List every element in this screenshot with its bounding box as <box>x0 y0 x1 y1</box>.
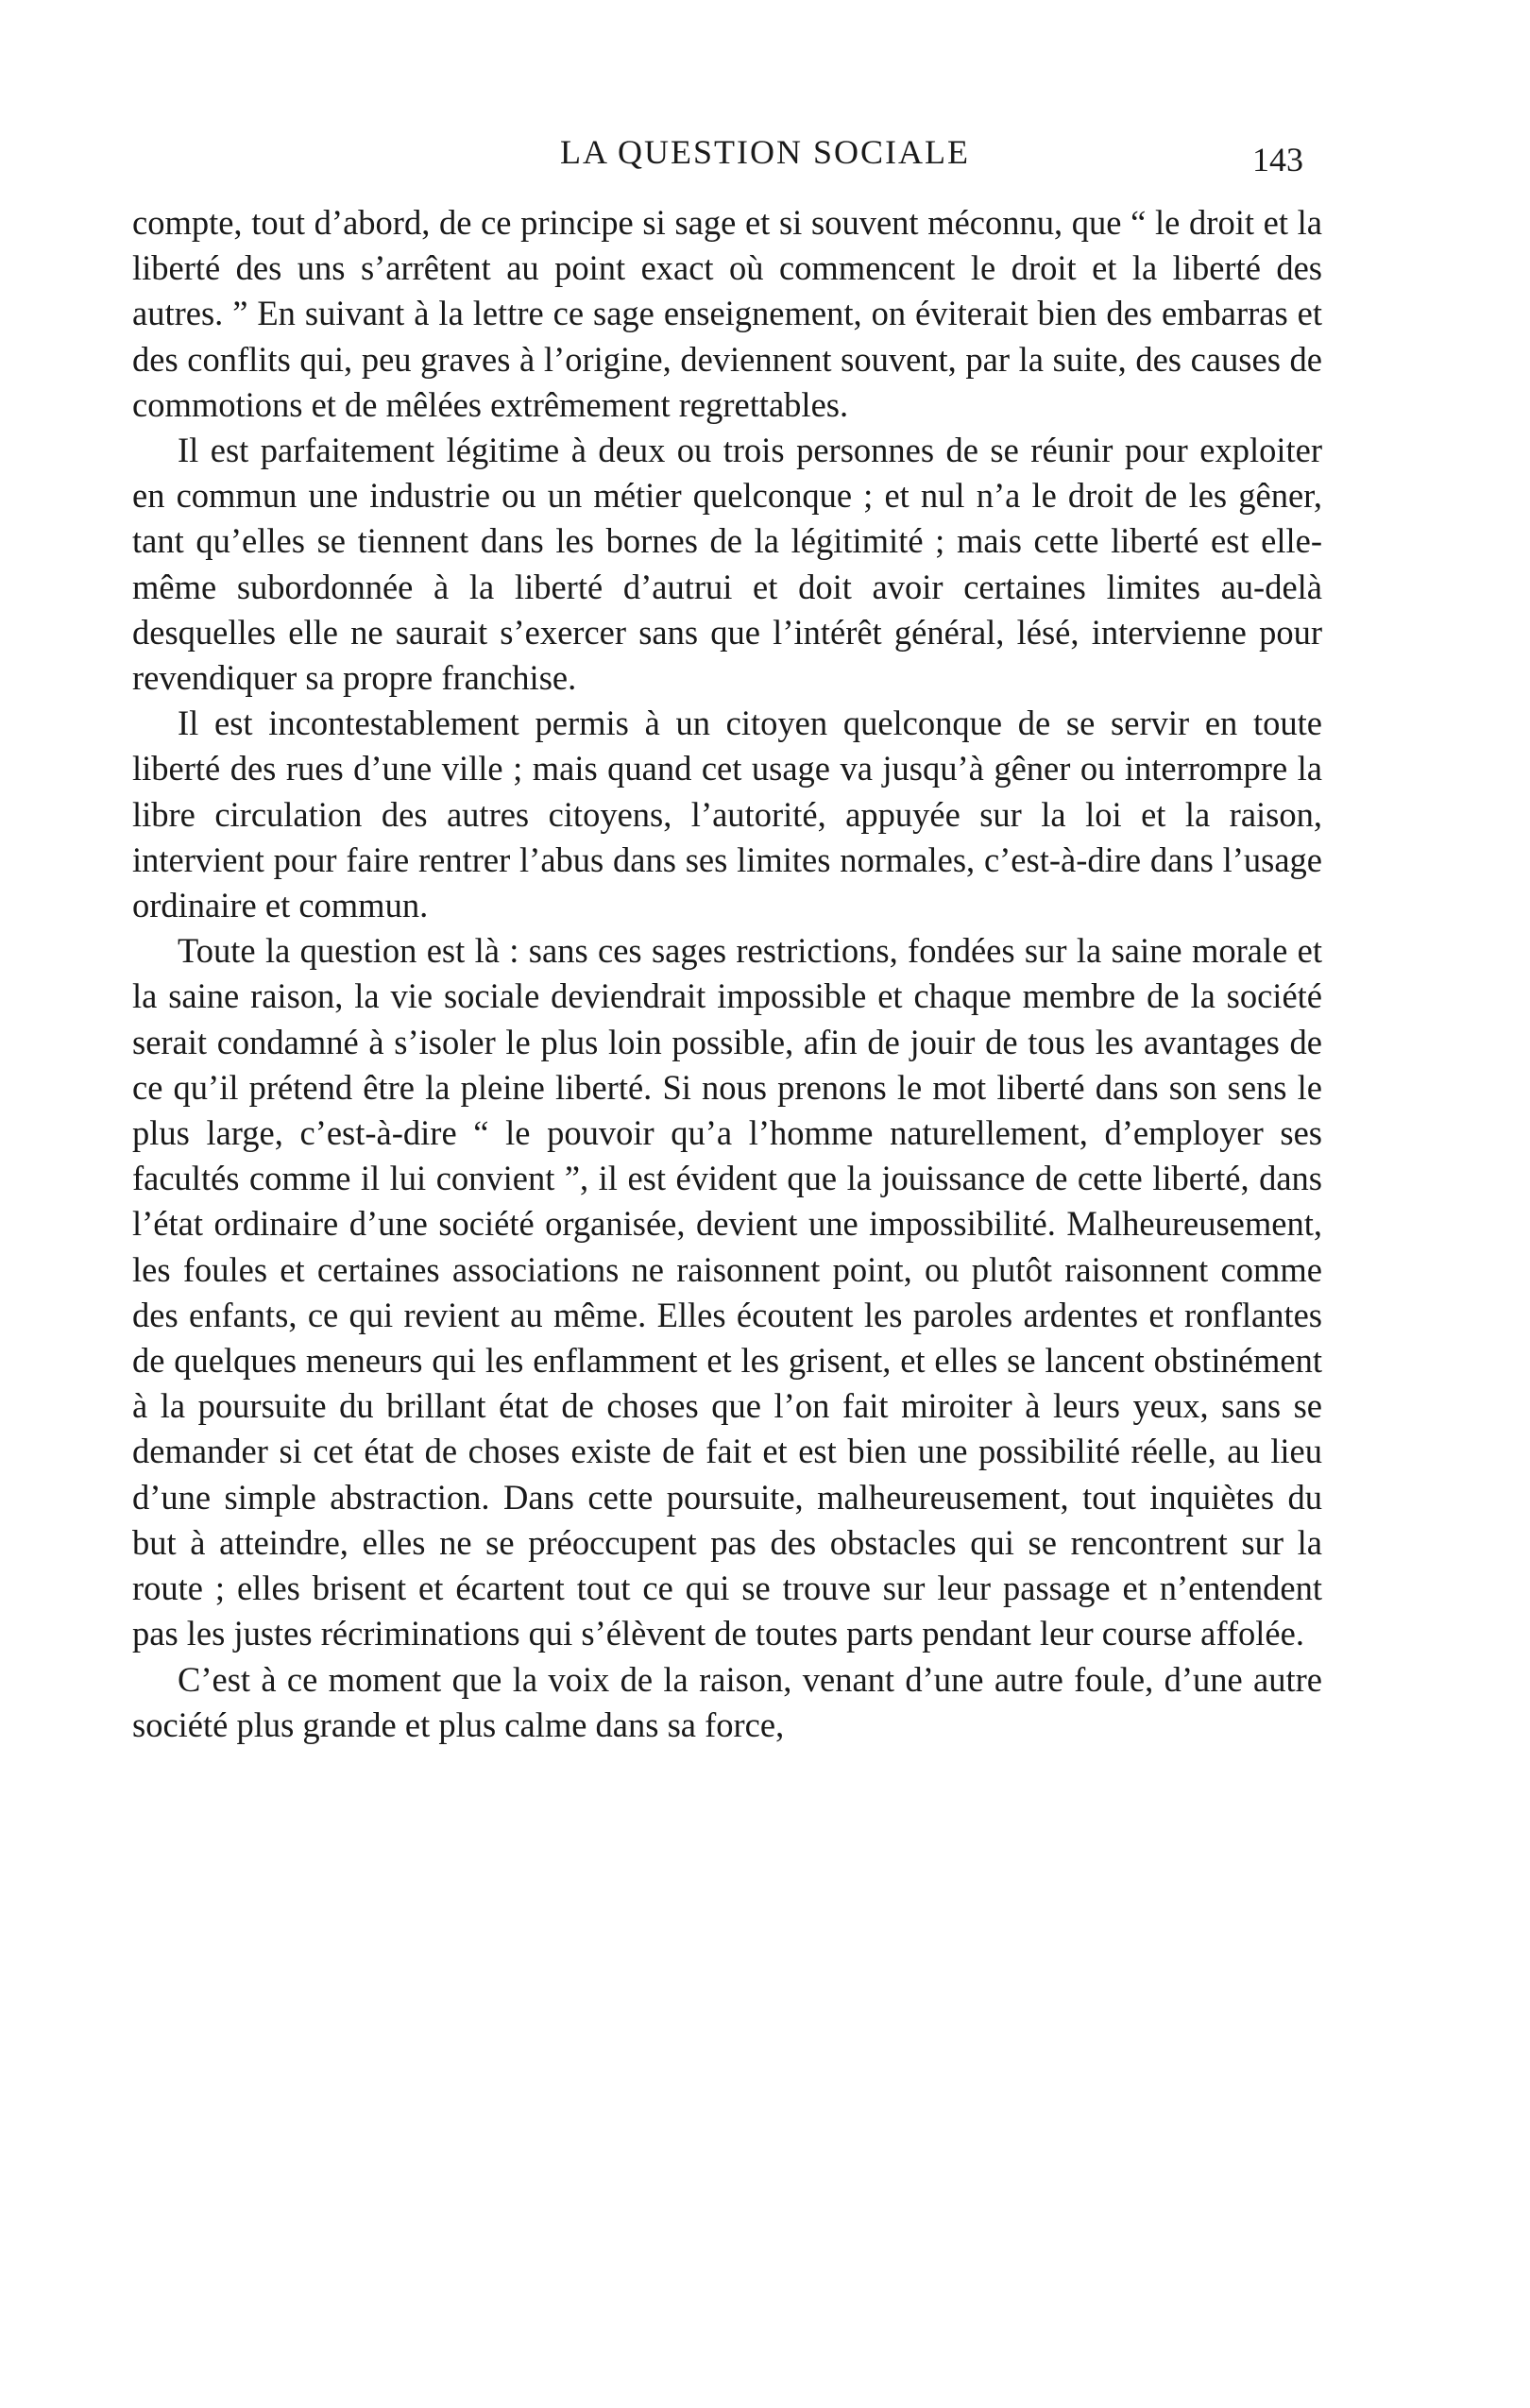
paragraph: Il est incontestablement permis à un citoyen quelconque de se servir en toute liberté des rues d’une ville ; mais quand cet usage va jusqu’à gêner ou interrompre la libre circulation des autres citoyens, l’autorité, appuyée sur la loi et la raison, intervient pour faire rentrer l’abus dans ses limites normales, c’est-à-dire dans l’usage ordinaire et commun. <box>132 704 1322 925</box>
paragraph: C’est à ce moment que la voix de la raison, venant d’une autre foule, d’une autre société plus grande et plus calme dans sa force, <box>132 1659 1322 1744</box>
page-number: 143 <box>1252 141 1303 178</box>
paragraph: Il est parfaitement légitime à deux ou trois personnes de se réunir pour exploiter en commun une industrie ou un métier quelconque ; et nul n’a le droit de les gêner, tant qu’elles se tiennent dans les bornes de la légitimité ; mais cette liberté est elle-même subordonnée à la liberté d’autrui et doit avoir certaines limites au-delà desquelles elle ne saurait s’exercer sans que l’intérêt général, lésé, intervienne pour revendiquer sa propre franchise. <box>132 431 1322 698</box>
paragraph: Toute la question est là : sans ces sages restrictions, fondées sur la saine morale et la saine raison, la vie sociale deviendrait impossible et chaque membre de la société serait condamné à s’isoler le plus loin possible, afin de jouir de tous les avantages de ce qu’il prétend être la pleine liberté. Si nous prenons le mot liberté dans son sens le plus large, c’est-à-dire “ le pouvoir qu’a l’homme naturellement, d’employer ses facultés comme il lui convient ”, il est évident que la jouissance de cette liberté, dans l’état ordinaire d’une société organisée, devient une impossibilité. Malheureusement, les foules et certaines associations ne raisonnent point, ou plutôt raisonnent comme des enfants, ce qui revient au même. Elles écoutent les paroles ardentes et ronflantes de quelques meneurs qui les enflamment et les grisent, et elles se lancent obstinément à la poursuite du brillant état de choses que l’on fait miroiter à leurs yeux, sans se demander si cet état de choses existe de fait et est bien une possibilité réelle, au lieu d’une simple abstraction. Dans cette poursuite, malheureusement, tout inquiètes du but à atteindre, elles ne se préoccupent pas des obstacles qui se rencontrent sur la route ; elles brisent et écartent tout ce qui se trouve sur leur passage et n’entendent pas les justes récriminations qui s’élèvent de toutes parts pendant leur course affolée. <box>132 931 1322 1653</box>
paragraph-continued: compte, tout d’abord, de ce principe si sage et si souvent méconnu, que “ le droit et la liberté des uns s’arrêtent au point exact où commencent le droit et la liberté des autres. ” En suivant à la lettre ce sage enseignement, on éviterait bien des embarras et des conflits qui, peu graves à l’origine, deviennent souvent, par la suite, des causes de commotions et de mêlées extrêmement regrettables. <box>132 203 1322 424</box>
body-text <box>132 200 1322 1748</box>
running-title: LA QUESTION SOCIALE <box>560 133 970 171</box>
running-head <box>0 132 1530 189</box>
